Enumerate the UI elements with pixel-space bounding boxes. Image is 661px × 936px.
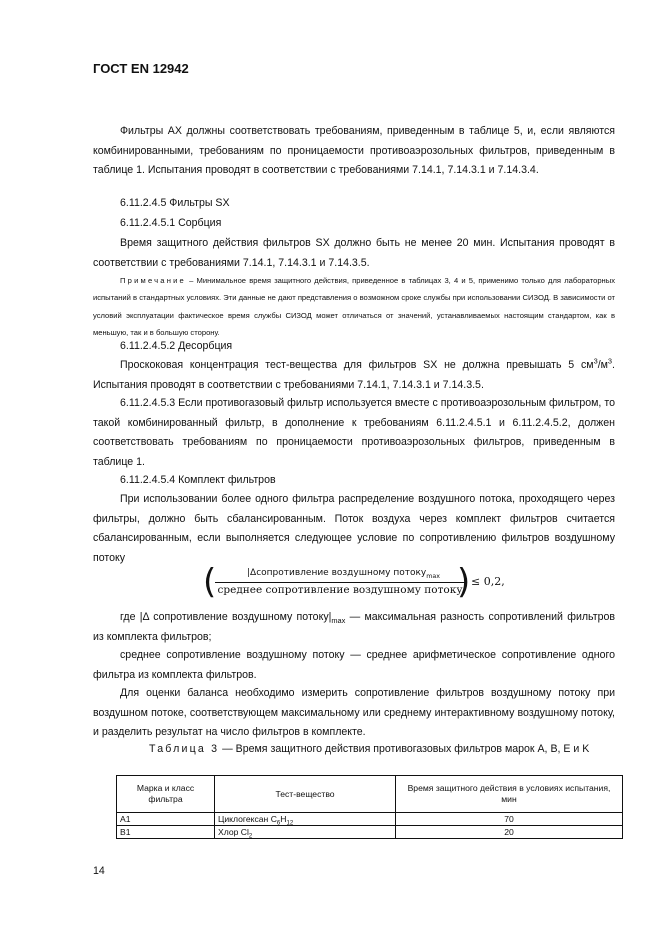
header-test-substance: Тест-вещество [215, 776, 396, 813]
desorption-text-a: Проскоковая концентрация тест-вещества для фильтров SX не должна превышать 5 см [120, 359, 594, 371]
formula-fraction-bar [215, 582, 465, 583]
cell-time: 70 [396, 813, 623, 826]
balance-formula [203, 562, 505, 602]
formula-num-sub: max [426, 572, 440, 580]
breakthrough-time-table [116, 775, 623, 839]
cell-substance [215, 813, 396, 826]
substance-text-a: Циклогексан C [218, 814, 277, 824]
table-header-row [117, 776, 623, 813]
cell-substance [215, 826, 396, 839]
substance-sub-1: 2 [248, 833, 253, 840]
formula-denominator: среднее сопротивление воздушному потоку [217, 584, 463, 596]
header-filter-class: Марка и класс фильтра [117, 776, 215, 813]
heading-6-11-2-4-5-2: 6.11.2.4.5.2 Десорбция [120, 340, 233, 352]
where-text-b: — максимальная разность сопротивлений фильтров из комплекта фильтров; [93, 611, 615, 643]
table-row [117, 813, 623, 826]
paragraph-ax-filters: Фильтры AX должны соответствовать требованиям, приведенным в таблице 5, и, если являются комбинированными, требованиям по проницаемости противоаэрозольных фильтров, приведенным в таблице 1. Испытания проводят в соответствии с требованиями 7.14.1, 7.14.3.1 и 7.14.3.4. [93, 125, 615, 176]
substance-text-a: Хлор Cl [218, 827, 249, 837]
substance-text-b: H [280, 814, 287, 824]
desorption-text-b: /м [597, 359, 608, 371]
note-paragraph [93, 272, 615, 342]
heading-6-11-2-4-5: 6.11.2.4.5 Фильтры SX [120, 197, 230, 209]
note-text: – Минимальное время защитного действия, приведенное в таблицах 3, 4 и 5, применимо только для лабораторных испытаний в стандартных условиях. Эти данные не дают представления о возможном сроке службы при использовании СИЗОД. В зависимости от условий эксплуатации фактическое время службы СИЗОД может отличаться от значений, устанавливаемых настоящим стандартом, как в меньшую, так и в большую сторону. [93, 276, 615, 338]
substance-sub-2: 12 [286, 820, 294, 827]
formula-numerator [247, 568, 440, 578]
where-sub: max [331, 616, 346, 626]
document-header: ГОСТ EN 12942 [93, 61, 189, 76]
paragraph-sorption: Время защитного действия фильтров SX должно быть не менее 20 мин. Испытания проводят в соответствии с требованиями 7.14.1, 7.14.3.1 и 7.14.3.5. [93, 237, 615, 269]
cell-mark: A1 [117, 813, 215, 826]
cell-time: 20 [396, 826, 623, 839]
paragraph-balance-assessment: Для оценки баланса необходимо измерить сопротивление фильтров воздушному потоку при воздушном потоке, соответствующем максимальному или среднему интерактивному воздушному потоку, и разделить результат на число фильтров в комплекте. [93, 687, 615, 738]
formula-right-paren: ) [457, 562, 471, 602]
page-number: 14 [93, 865, 105, 877]
table-caption-text: — Время защитного действия противогазовых фильтров марок A, B, E и K [219, 743, 590, 755]
formula-num-text: сопротивление воздушному потоку [256, 568, 427, 578]
paragraph-where [93, 608, 615, 647]
table-caption [149, 743, 589, 755]
heading-6-11-2-4-5-4: 6.11.2.4.5.4 Комплект фильтров [120, 474, 276, 486]
table-caption-label: Таблица 3 [149, 743, 220, 755]
formula-num-delta: |Δ [247, 568, 257, 578]
paragraph-mean-resistance: среднее сопротивление воздушному потоку — среднее арифметическое сопротивление одного фильтра из комплекта фильтров. [93, 649, 615, 681]
desorption-sup-1: 3 [593, 356, 598, 366]
desorption-sup-2: 3 [607, 356, 613, 366]
cell-mark: B1 [117, 826, 215, 839]
header-breakthrough-time: Время защитного действия в условиях испытания, мин [396, 776, 623, 813]
table-row [117, 826, 623, 839]
substance-sub-1: 6 [276, 820, 281, 827]
formula-rhs: ≤ 0,2, [471, 575, 505, 588]
paragraph-6-11-2-4-5-3: 6.11.2.4.5.3 Если противогазовый фильтр используется вместе с противоаэрозольным фильтром, то такой комбинированный фильтр, в дополнение к требованиям 6.11.2.4.5.1 и 6.11.2.4.5.2, должен соответствовать требованиям по проницаемости противоаэрозольных фильтров, приведенным в таблице 1. [93, 397, 615, 468]
desorption-text-c: . Испытания проводят в соответствии с требованиями 7.14.1, 7.14.3.1 и 7.14.3.5. [93, 359, 615, 391]
note-label: Примечание [120, 276, 186, 285]
where-text-a: где |Δ сопротивление воздушному потоку| [120, 611, 332, 623]
heading-6-11-2-4-5-1: 6.11.2.4.5.1 Сорбция [120, 217, 222, 229]
paragraph-filter-set: При использовании более одного фильтра распределение воздушного потока, проходящего через фильтры, должно быть сбалансированным. Поток воздуха через комплект фильтров считается сбалансированным, если выполняется следующее условие по сопротивлению фильтров воздушному потоку [93, 493, 615, 564]
formula-left-paren: ( [203, 562, 217, 602]
paragraph-desorption [93, 356, 615, 395]
